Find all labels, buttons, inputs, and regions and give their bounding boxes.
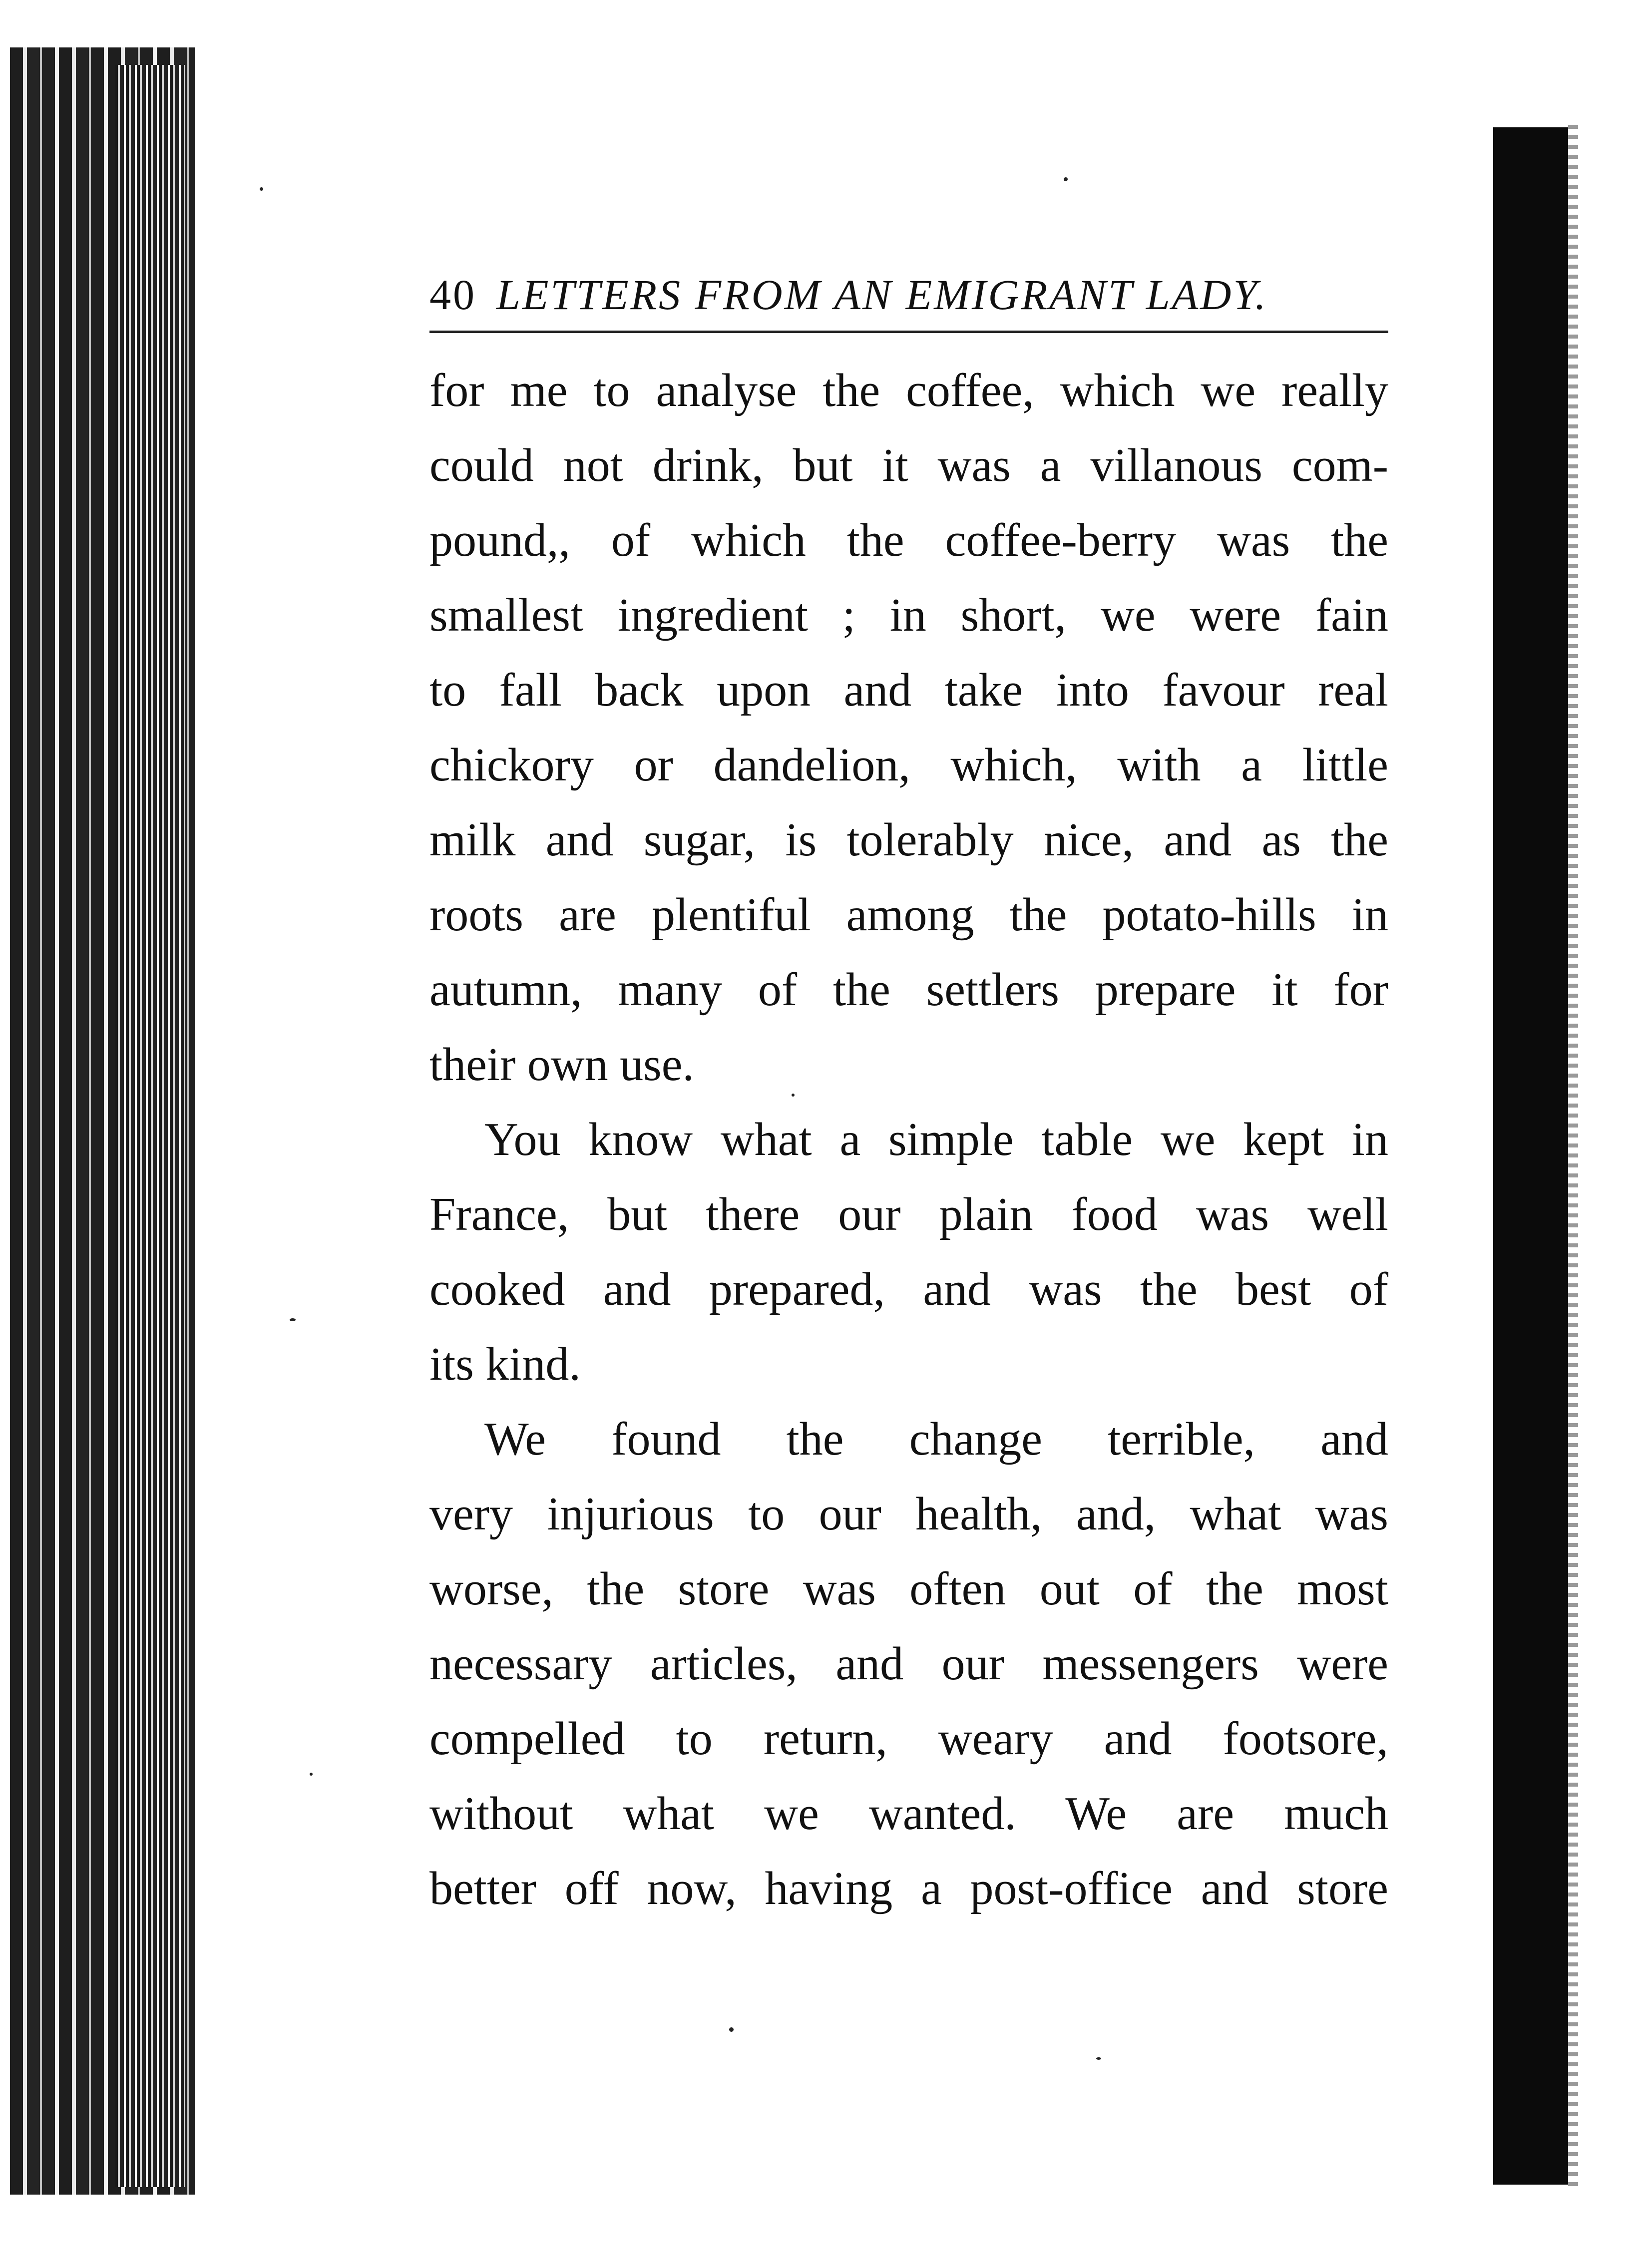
ink-speck xyxy=(729,2027,734,2032)
paragraph xyxy=(429,353,1388,1102)
text-line: chickory or dandelion, which, with a little xyxy=(429,739,1388,791)
ink-speck xyxy=(260,187,263,191)
text-line: to fall back upon and take into favour real xyxy=(429,664,1388,716)
text-line: for me to analyse the coffee, which we really xyxy=(429,365,1388,416)
page-number: 40 xyxy=(429,271,476,319)
text-line: very injurious to our health, and, what was xyxy=(429,1488,1388,1540)
book-page xyxy=(429,270,1388,1926)
text-line: worse, the store was often out of the most xyxy=(429,1563,1388,1615)
text-line: cooked and prepared, and was the best of xyxy=(429,1263,1388,1315)
text-line: without what we wanted. We are much xyxy=(429,1788,1388,1840)
text-line: France, but there our plain food was well xyxy=(429,1188,1388,1240)
text-line: You know what a simple table we kept in xyxy=(484,1114,1388,1165)
text-line: autumn, many of the settlers prepare it for xyxy=(429,964,1388,1016)
left-binding-edge xyxy=(115,65,185,2187)
text-line: We found the change terrible, and xyxy=(484,1413,1388,1465)
text-line: better off now, having a post-office and store xyxy=(429,1863,1388,1914)
ink-speck xyxy=(1096,2057,1101,2060)
text-line: milk and sugar, is tolerably nice, and as the xyxy=(429,814,1388,866)
paragraph xyxy=(429,1102,1388,1402)
text-line: pound,, of which the coffee-berry was the xyxy=(429,514,1388,566)
text-line: could not drink, but it was a villanous com- xyxy=(429,439,1388,491)
right-binding-shadow xyxy=(1493,127,1568,2185)
ink-speck xyxy=(1064,177,1068,181)
running-title: LETTERS FROM AN EMIGRANT LADY. xyxy=(496,271,1268,319)
ink-speck xyxy=(290,1318,296,1321)
ink-speck xyxy=(310,1773,313,1776)
right-binding-edge xyxy=(1568,125,1578,2187)
paragraph xyxy=(429,1402,1388,1926)
text-line: compelled to return, weary and footsore, xyxy=(429,1713,1388,1765)
text-line: necessary articles, and our messengers were xyxy=(429,1638,1388,1690)
text-line: their own use. xyxy=(429,1039,694,1091)
running-header xyxy=(429,270,1388,333)
text-line: smallest ingredient ; in short, we were fain xyxy=(429,589,1388,641)
text-line: roots are plentiful among the potato-hills in xyxy=(429,889,1388,941)
page-body xyxy=(429,353,1388,1926)
text-line: its kind. xyxy=(429,1338,581,1390)
